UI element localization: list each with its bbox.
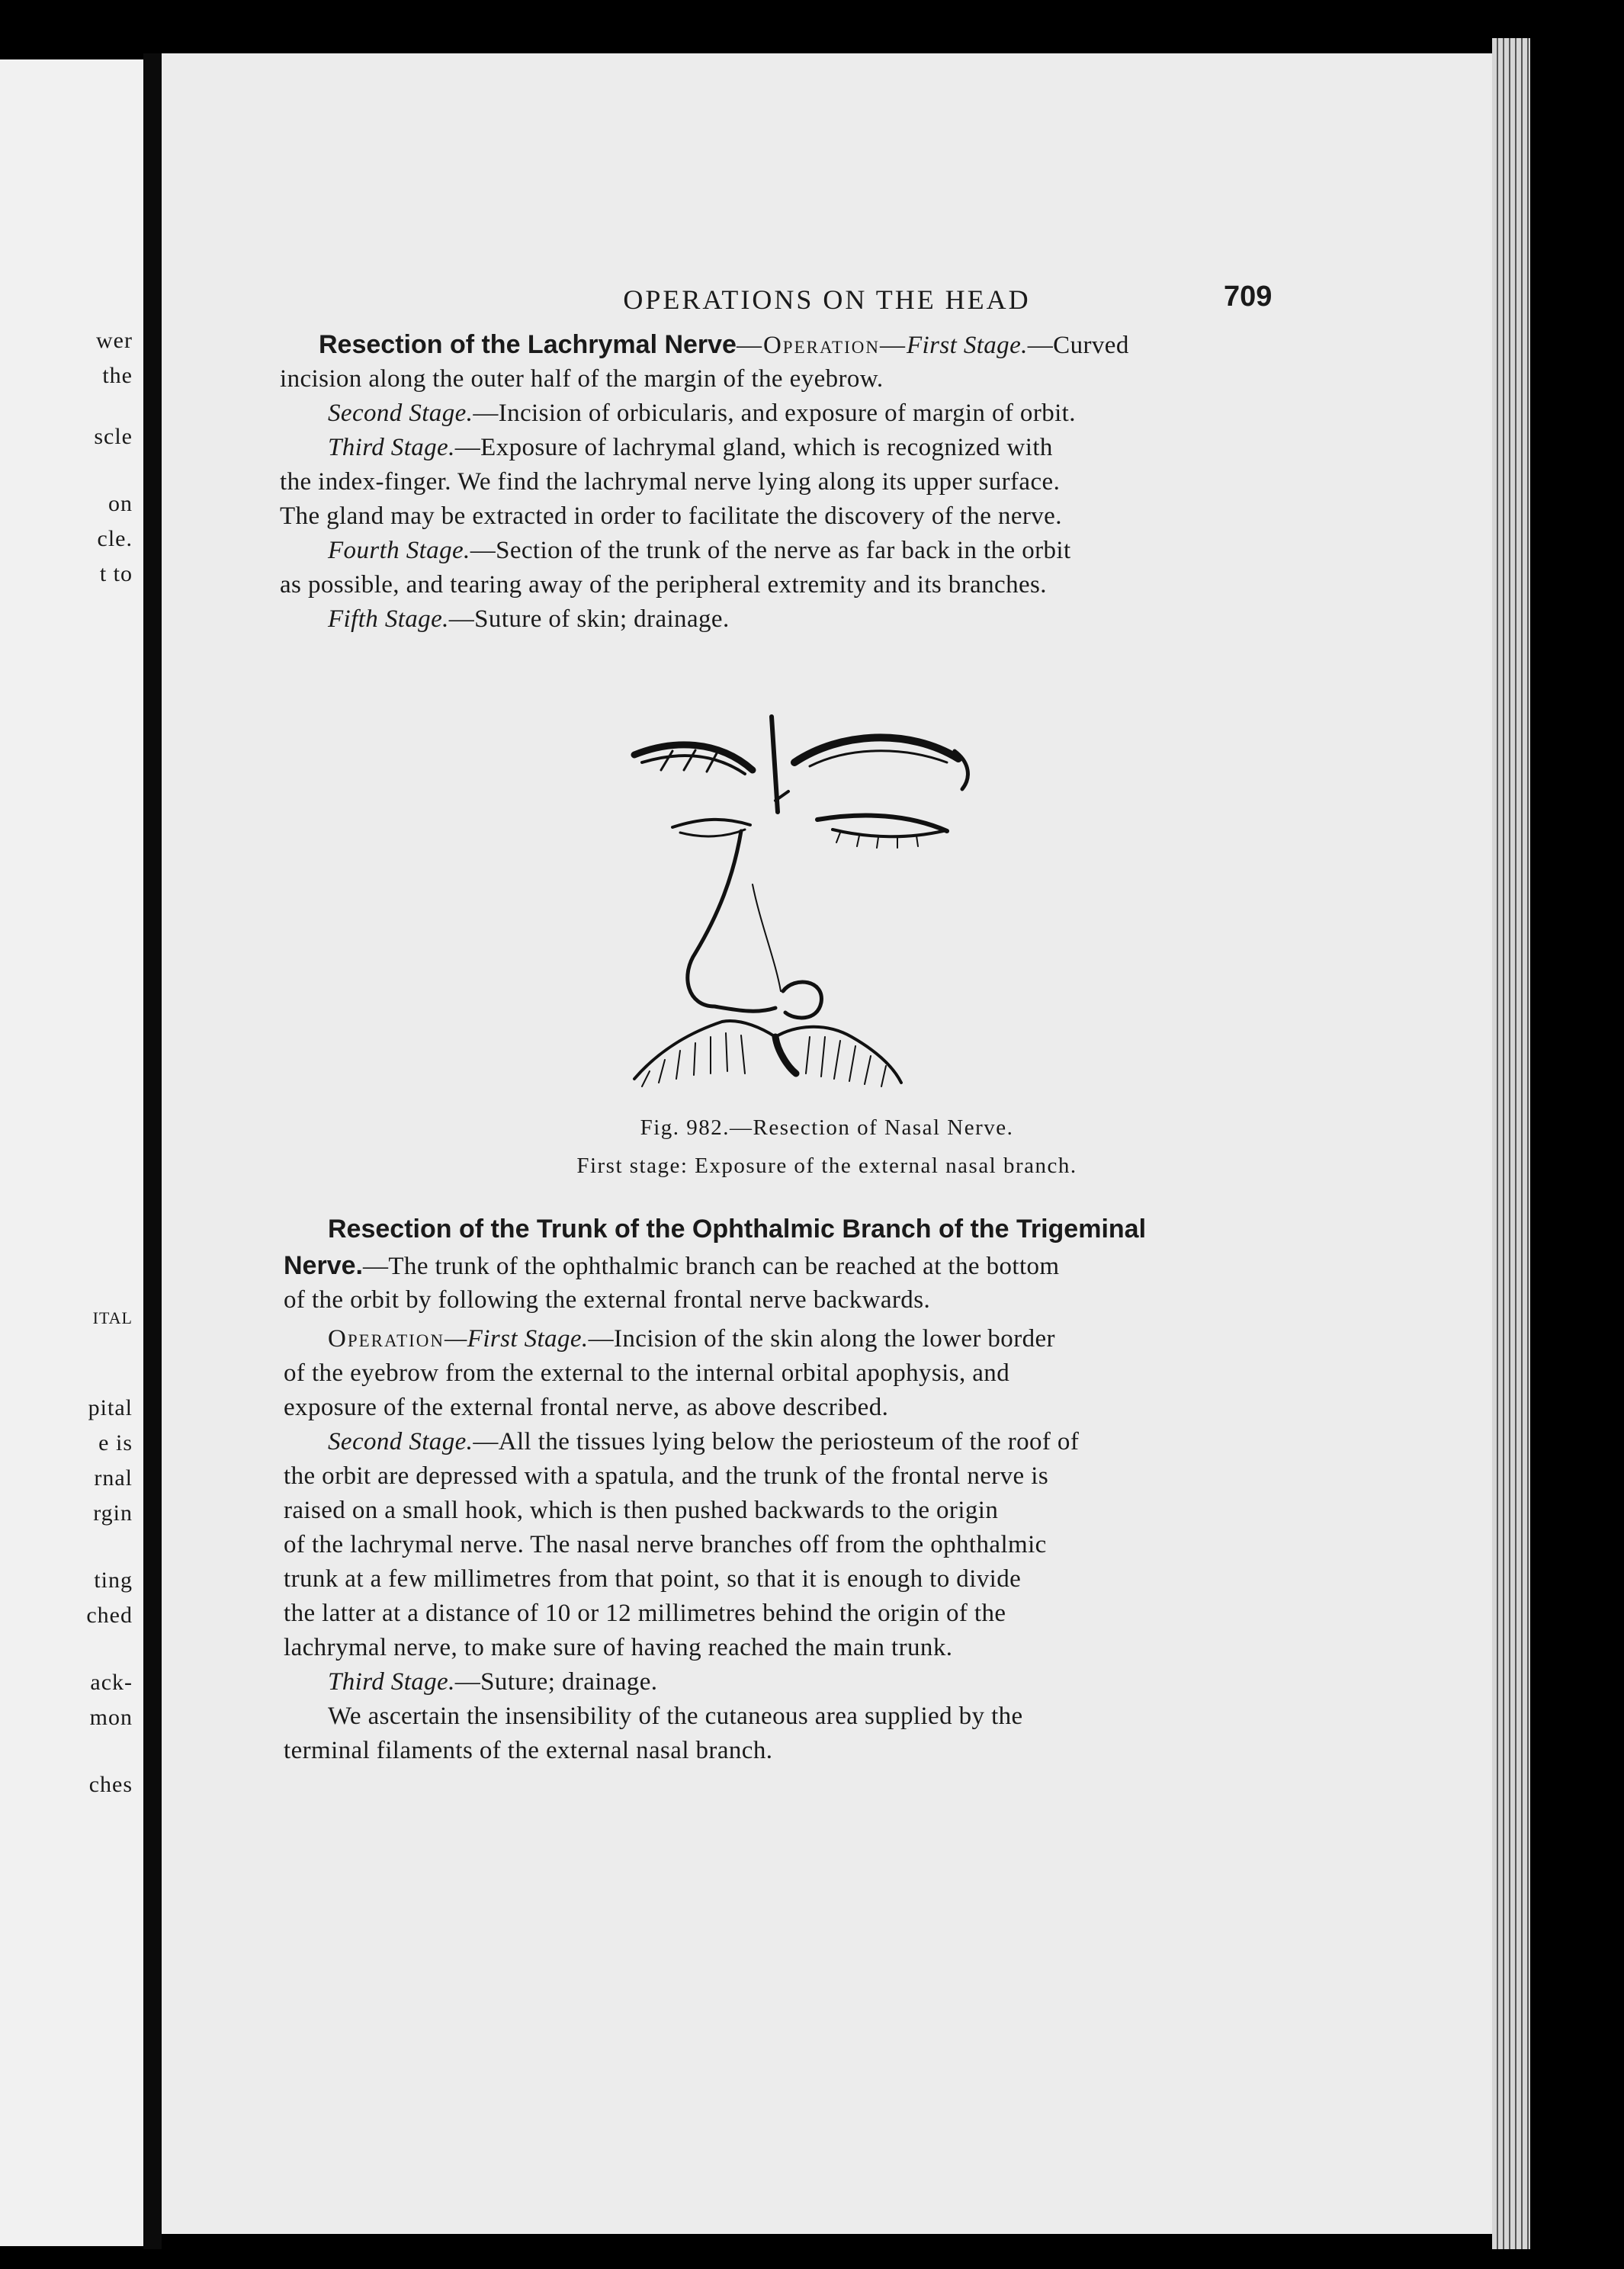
text-line: The gland may be extracted in order to facilitate the discovery of the nerve.	[280, 502, 1062, 530]
left-page-fragment: ack-	[90, 1670, 133, 1695]
third-stage-label: Third Stage.	[328, 1668, 455, 1696]
left-facing-page	[0, 59, 143, 2246]
fifth-stage-line	[328, 602, 730, 637]
section1-heading: Resection of the Lachrymal Nerve	[319, 330, 737, 359]
third-stage-label: Third Stage.	[328, 434, 455, 461]
text-line: the index-finger. We find the lachrymal nerve lying along its upper surface.	[280, 468, 1061, 496]
left-page-fragment: scle	[94, 424, 133, 449]
left-page-fragment: e is	[98, 1430, 133, 1455]
operation-label: —Operation—	[736, 332, 907, 359]
first-stage-text: —Curved	[1027, 332, 1129, 359]
text-line: of the eyebrow from the external to the internal orbital apophysis, and	[284, 1359, 1010, 1387]
book-page	[162, 53, 1492, 2234]
text-line: trunk at a few millimetres from that point, so that it is enough to divide	[284, 1565, 1022, 1593]
left-page-fragment: t to	[99, 561, 133, 586]
text-line: exposure of the external frontal nerve, as above described.	[284, 1394, 889, 1421]
second-stage-line	[328, 1425, 1079, 1459]
fifth-stage-label: Fifth Stage.	[328, 605, 449, 633]
second-stage-label: Second Stage.	[328, 1428, 473, 1455]
book-gutter	[143, 53, 162, 2249]
running-head-title: OPERATIONS ON THE HEAD	[623, 284, 1031, 315]
running-head	[162, 274, 1492, 320]
figure-caption-title: Fig. 982.—Resection of Nasal Nerve.	[640, 1115, 1014, 1140]
third-stage-text: —Suture; drainage.	[454, 1668, 658, 1696]
page-edge-stack	[1492, 38, 1530, 2249]
third-stage-line	[328, 431, 1053, 465]
fourth-stage-text: —Section of the trunk of the nerve as far back in the orbit	[470, 537, 1071, 564]
left-page-fragment: ITAL	[92, 1308, 133, 1327]
section2-intro-line	[284, 1249, 1060, 1284]
fourth-stage-line	[328, 534, 1071, 568]
right-eye	[817, 816, 947, 831]
section2-heading-end: Nerve.	[284, 1251, 363, 1280]
figure-caption-subtitle: First stage: Exposure of the external nasal branch.	[576, 1154, 1077, 1178]
first-stage-text: —Incision of the skin along the lower border	[588, 1325, 1055, 1353]
third-stage-text: —Exposure of lachrymal gland, which is recognized with	[454, 434, 1053, 461]
left-page-fragment: wer	[96, 328, 133, 353]
left-eye	[672, 820, 750, 827]
second-stage-label: Second Stage.	[328, 400, 473, 427]
text-line: incision along the outer half of the margin of the eyebrow.	[280, 365, 884, 393]
text-line: of the lachrymal nerve. The nasal nerve branches off from the ophthalmic	[284, 1531, 1047, 1558]
left-page-fragment: rgin	[93, 1500, 133, 1526]
left-page-fragment: pital	[88, 1395, 133, 1420]
third-stage-line	[328, 1665, 657, 1699]
text-line: the orbit are depressed with a spatula, and the trunk of the frontal nerve is	[284, 1462, 1049, 1490]
left-page-fragment: the	[102, 363, 133, 388]
second-stage-text: —All the tissues lying below the periosteum of the roof of	[473, 1428, 1080, 1455]
text-line: as possible, and tearing away of the peripheral extremity and its branches.	[280, 571, 1047, 599]
left-page-fragment: ting	[94, 1568, 133, 1593]
text-line: of the orbit by following the external frontal nerve backwards.	[284, 1286, 931, 1314]
second-stage-text: —Incision of orbicularis, and exposure of margin of orbit.	[473, 400, 1076, 427]
incision-line	[772, 717, 778, 812]
operation-line	[328, 1322, 1055, 1356]
text-line: lachrymal nerve, to make sure of having reached the main trunk.	[284, 1634, 953, 1661]
left-page-fragment: rnal	[94, 1465, 133, 1491]
figure-illustration	[589, 656, 1122, 1106]
left-page-fragment: mon	[89, 1705, 133, 1730]
page-number: 709	[1224, 281, 1273, 313]
section1-first-line	[319, 328, 1129, 363]
section2-intro-text: —The trunk of the ophthalmic branch can be reached at the bottom	[362, 1253, 1060, 1280]
first-stage-label: —First Stage.	[445, 1325, 589, 1353]
left-page-fragment: ched	[86, 1603, 133, 1628]
text-line: We ascertain the insensibility of the cutaneous area supplied by the	[328, 1703, 1023, 1730]
operation-label: Operation	[328, 1325, 445, 1353]
section2-heading: Resection of the Trunk of the Ophthalmic Branch of the Trigeminal	[328, 1215, 1147, 1244]
moustache	[634, 1021, 901, 1083]
text-line: terminal filaments of the external nasal branch.	[284, 1737, 773, 1764]
second-stage-line	[328, 396, 1076, 431]
left-page-fragment: ches	[88, 1772, 133, 1797]
text-line: the latter at a distance of 10 or 12 millimetres behind the origin of the	[284, 1600, 1006, 1627]
text-line: raised on a small hook, which is then pushed backwards to the origin	[284, 1497, 999, 1524]
fourth-stage-label: Fourth Stage.	[328, 537, 470, 564]
fifth-stage-text: —Suture of skin; drainage.	[448, 605, 730, 633]
left-page-fragment: on	[108, 491, 133, 516]
face-drawing	[589, 656, 1122, 1106]
left-page-fragment: cle.	[97, 526, 133, 551]
first-stage-label: First Stage.	[906, 332, 1028, 359]
